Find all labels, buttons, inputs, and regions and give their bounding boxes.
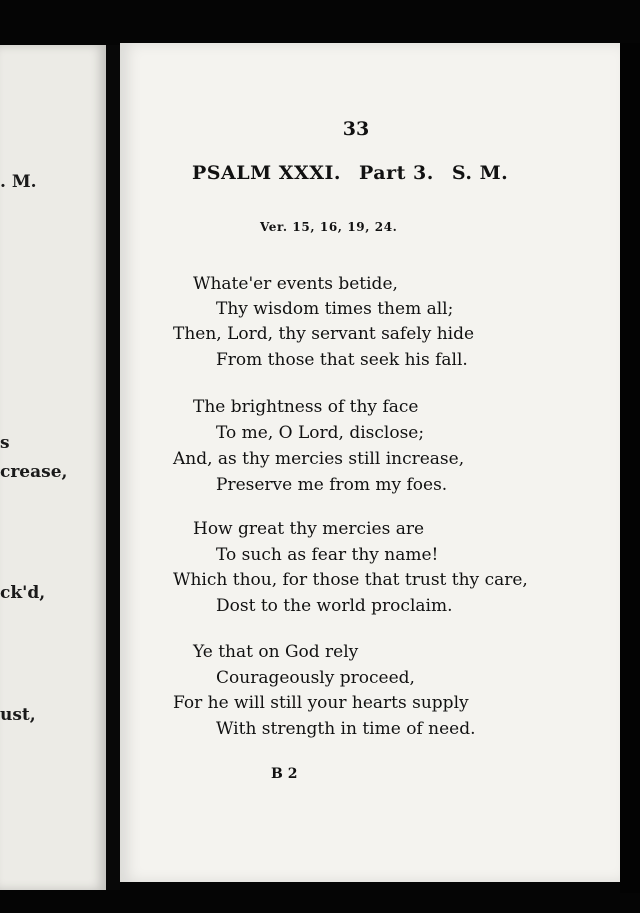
left-fragment: . M.	[0, 172, 37, 192]
stanza-4-line-1: Ye that on God rely	[193, 642, 359, 662]
left-fragment: crease,	[0, 462, 68, 482]
stanza-2-line-1: The brightness of thy face	[193, 397, 419, 417]
stanza-1-line-4: From those that seek his fall.	[216, 350, 468, 370]
stanza-3-line-2: To such as fear thy name!	[216, 545, 439, 565]
stanza-1-line-2: Thy wisdom times them all;	[216, 299, 454, 319]
page-edge-shadow	[620, 43, 640, 893]
book-gutter	[106, 45, 120, 890]
stanza-2-line-4: Preserve me from my foes.	[216, 475, 448, 495]
stanza-3-line-1: How great thy mercies are	[193, 519, 425, 539]
stanza-2-line-3: And, as thy mercies still increase,	[173, 449, 465, 469]
stanza-1-line-3: Then, Lord, thy servant safely hide	[173, 324, 475, 344]
signature-mark: B 2	[271, 766, 298, 782]
left-page	[0, 45, 106, 890]
left-fragment: ck'd,	[0, 583, 46, 603]
stanza-4-line-3: For he will still your hearts supply	[173, 693, 469, 713]
page-number: 33	[342, 118, 370, 140]
stanza-2-line-2: To me, O Lord, disclose;	[216, 423, 425, 443]
psalm-name: PSALM XXXI.	[192, 162, 341, 184]
psalm-title	[192, 162, 508, 184]
stanza-1-line-1: Whate'er events betide,	[193, 274, 398, 294]
left-fragment: s	[0, 433, 10, 453]
left-fragment: ust,	[0, 705, 36, 725]
verse-reference: Ver. 15, 16, 19, 24.	[260, 220, 398, 234]
psalm-part: Part 3.	[358, 162, 434, 184]
stanza-4-line-2: Courageously proceed,	[216, 668, 415, 688]
stanza-3-line-4: Dost to the world proclaim.	[216, 596, 453, 616]
stanza-4-line-4: With strength in time of need.	[216, 719, 476, 739]
psalm-metre: S. M.	[451, 162, 509, 184]
stanza-3-line-3: Which thou, for those that trust thy care,	[173, 570, 528, 590]
